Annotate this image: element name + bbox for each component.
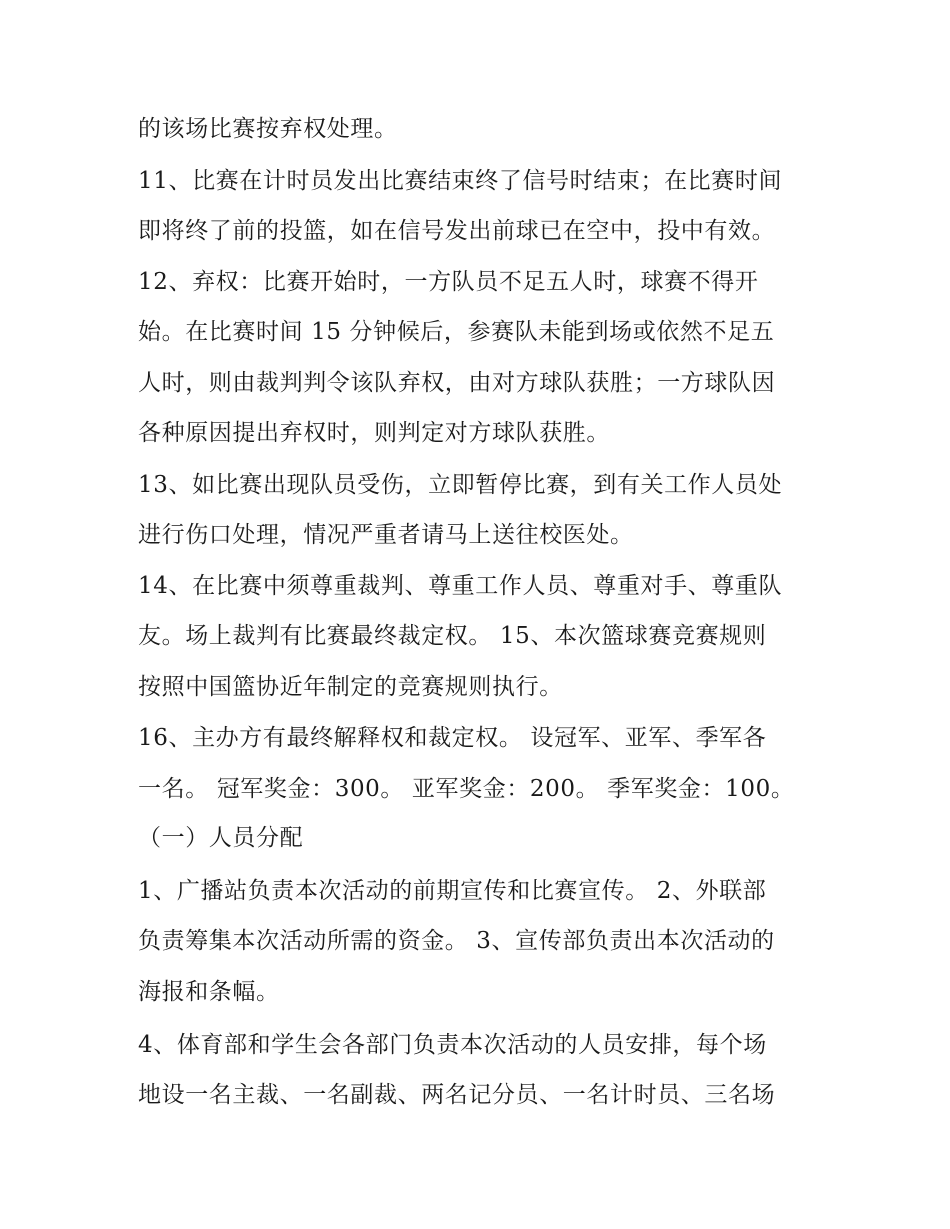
text-line: 即将终了前的投篮，如在信号发出前球已在空中，投中有效。 <box>138 218 776 244</box>
text-line: 1、广播站负责本次活动的前期宣传和比赛宣传。 2、外联部 <box>138 878 767 904</box>
text-line: 16、主办方有最终解释权和裁定权。 设冠军、亚军、季军各 <box>138 725 767 751</box>
text-line: 始。在比赛时间 15 分钟候后，参赛队未能到场或依然不足五 <box>138 319 775 345</box>
text-line: 人时，则由裁判判令该队弃权，由对方球队获胜；一方球队因 <box>138 370 776 396</box>
text-line: 按照中国篮协近年制定的竞赛规则执行。 <box>138 674 563 700</box>
text-line: 11、比赛在计时员发出比赛结束终了信号时结束；在比赛时间 <box>138 168 783 194</box>
text-line: 进行伤口处理，情况严重者请马上送往校医处。 <box>138 522 634 548</box>
text-line: 的该场比赛按弃权处理。 <box>138 116 398 142</box>
text-line: 负责筹集本次活动所需的资金。 3、宣传部负责出本次活动的 <box>138 928 775 954</box>
text-line: 地设一名主裁、一名副裁、两名记分员、一名计时员、三名场 <box>138 1082 776 1108</box>
text-line: 4、体育部和学生会各部门负责本次活动的人员安排，每个场 <box>138 1032 767 1058</box>
text-line: 13、如比赛出现队员受伤，立即暂停比赛，到有关工作人员处 <box>138 472 783 498</box>
section-heading: （一）人员分配 <box>138 825 304 851</box>
text-line: 友。场上裁判有比赛最终裁定权。 15、本次篮球赛竞赛规则 <box>138 623 767 649</box>
text-line: 12、弃权：比赛开始时，一方队员不足五人时，球赛不得开 <box>138 269 759 295</box>
text-line: 一名。 冠军奖金：300。 亚军奖金：200。 季军奖金：100。 <box>138 776 795 802</box>
text-line: 14、在比赛中须尊重裁判、尊重工作人员、尊重对手、尊重队 <box>138 573 783 599</box>
text-line: 海报和条幅。 <box>138 979 280 1005</box>
text-line: 各种原因提出弃权时，则判定对方球队获胜。 <box>138 420 610 446</box>
